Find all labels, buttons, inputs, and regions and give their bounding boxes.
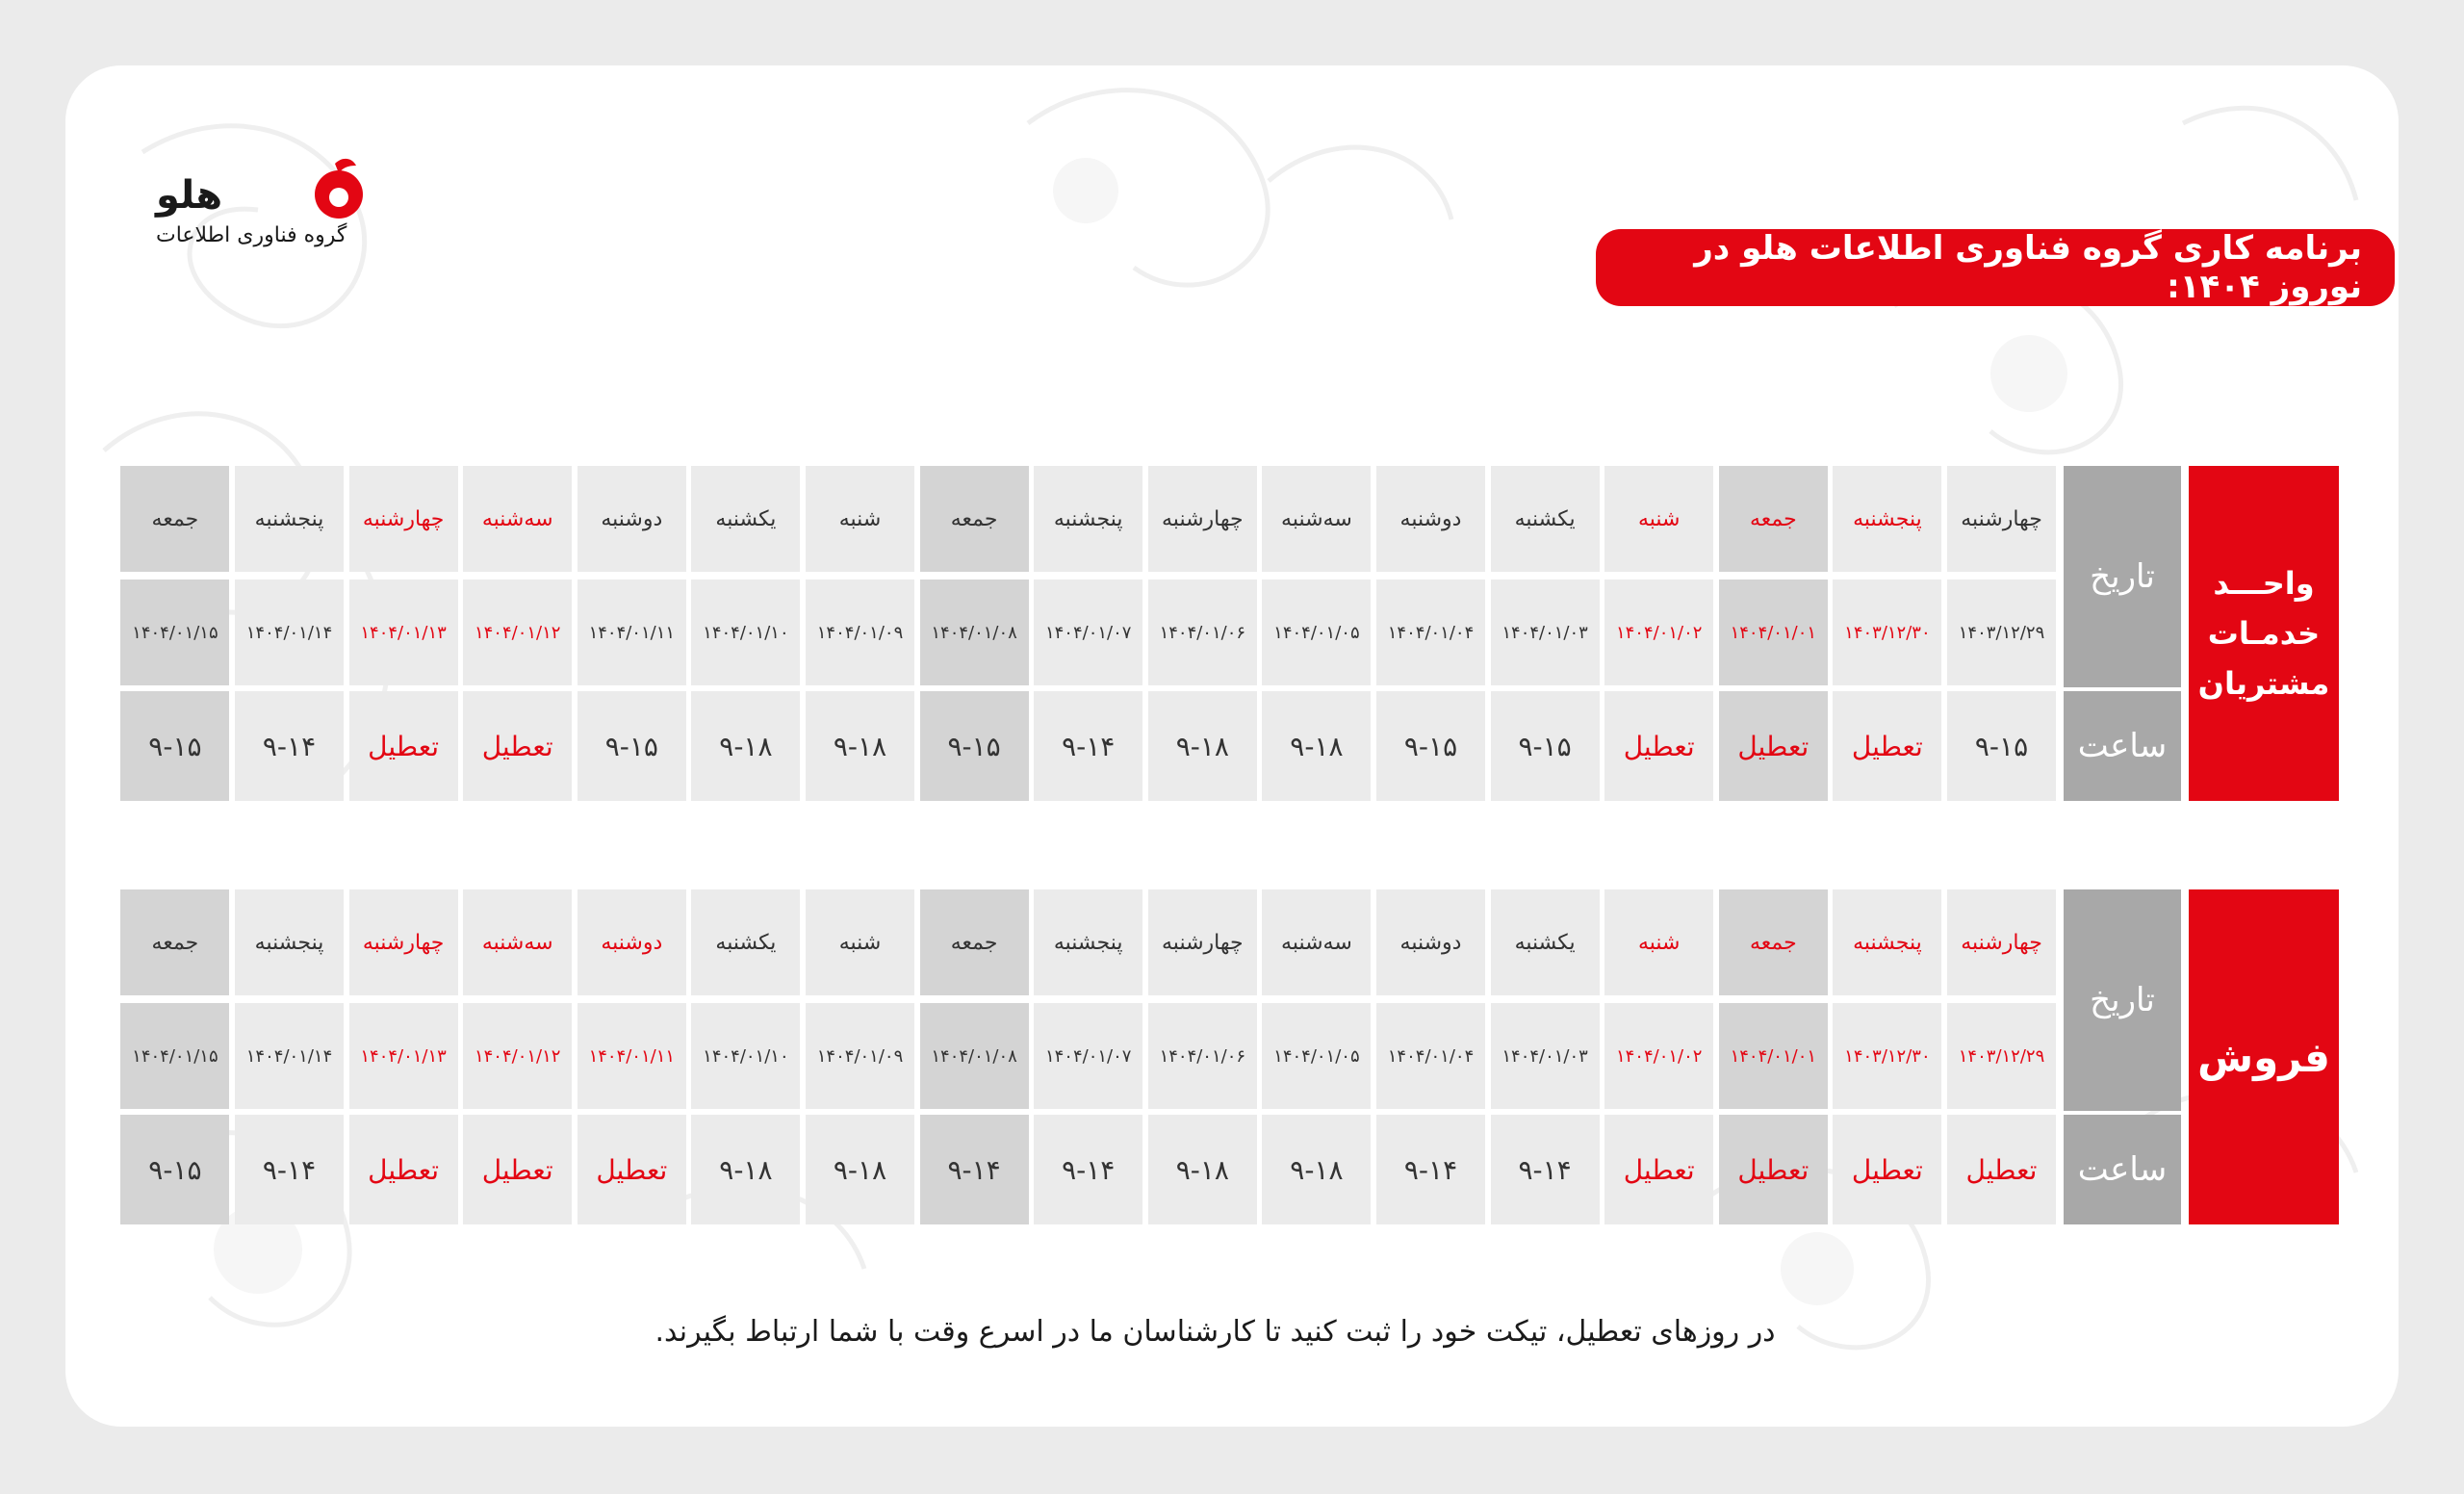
day-name-cell: چهارشنبه: [1148, 889, 1257, 995]
hours-cell: تعطیل: [1833, 1115, 1941, 1224]
page-title-text: برنامه کاری گروه فناوری اطلاعات هلو در نوروز ۱۴۰۴:: [1694, 229, 2362, 306]
block-label-line: واحـــد: [2213, 565, 2315, 602]
hours-row-label: ساعت: [2064, 1115, 2181, 1224]
hours-cell: تعطیل: [1947, 1115, 2056, 1224]
hours-cell: ۹-۱۸: [806, 691, 914, 801]
brand-logo: [154, 154, 375, 260]
hours-cell: تعطیل: [463, 691, 572, 801]
date-cell: ۱۴۰۴/۰۱/۱۲: [463, 580, 572, 685]
date-cell: ۱۴۰۴/۰۱/۰۲: [1604, 1003, 1713, 1109]
date-cell: ۱۴۰۴/۰۱/۰۵: [1262, 580, 1371, 685]
hours-cell: تعطیل: [1719, 1115, 1828, 1224]
hours-cell: ۹-۱۵: [1947, 691, 2056, 801]
date-cell: ۱۴۰۴/۰۱/۰۹: [806, 1003, 914, 1109]
hours-cell: تعطیل: [578, 1115, 686, 1224]
day-name-cell: شنبه: [806, 466, 914, 572]
date-cell: ۱۴۰۴/۰۱/۰۷: [1034, 1003, 1142, 1109]
day-name-cell: جمعه: [120, 889, 229, 995]
date-cell: ۱۴۰۳/۱۲/۳۰: [1833, 580, 1941, 685]
date-cell: ۱۴۰۴/۰۱/۰۵: [1262, 1003, 1371, 1109]
day-name-cell: چهارشنبه: [1947, 466, 2056, 572]
date-cell: ۱۴۰۳/۱۲/۲۹: [1947, 580, 2056, 685]
customer-service-schedule: [132, 466, 2339, 801]
day-name-cell: سه‌شنبه: [463, 889, 572, 995]
hours-cell: ۹-۱۸: [1262, 691, 1371, 801]
date-cell: ۱۴۰۴/۰۱/۱۳: [349, 580, 458, 685]
block-label-line: خدمـات: [2207, 615, 2321, 652]
day-name-cell: دوشنبه: [578, 889, 686, 995]
day-name-cell: پنجشنبه: [1034, 889, 1142, 995]
hours-cell: ۹-۱۵: [120, 691, 229, 801]
date-cell: ۱۴۰۴/۰۱/۰۲: [1604, 580, 1713, 685]
hours-row-label: ساعت: [2064, 691, 2181, 801]
block-label: [2189, 889, 2339, 1224]
hours-cell: ۹-۱۴: [1034, 691, 1142, 801]
date-cell: ۱۴۰۴/۰۱/۱۰: [691, 1003, 800, 1109]
day-name-cell: جمعه: [1719, 889, 1828, 995]
day-name-cell: سه‌شنبه: [463, 466, 572, 572]
hours-cell: ۹-۱۴: [235, 1115, 344, 1224]
hours-cell: ۹-۱۸: [1262, 1115, 1371, 1224]
date-cell: ۱۴۰۴/۰۱/۰۸: [920, 1003, 1029, 1109]
day-name-cell: یکشنبه: [691, 466, 800, 572]
date-cell: ۱۴۰۴/۰۱/۱۳: [349, 1003, 458, 1109]
hours-cell: تعطیل: [349, 691, 458, 801]
block-label-line: فروش: [2197, 1033, 2330, 1081]
date-cell: ۱۴۰۳/۱۲/۲۹: [1947, 1003, 2056, 1109]
hours-cell: ۹-۱۴: [1491, 1115, 1600, 1224]
date-cell: ۱۴۰۳/۱۲/۳۰: [1833, 1003, 1941, 1109]
hours-cell: ۹-۱۴: [920, 1115, 1029, 1224]
date-cell: ۱۴۰۴/۰۱/۰۴: [1376, 580, 1485, 685]
date-cell: ۱۴۰۴/۰۱/۰۴: [1376, 1003, 1485, 1109]
date-cell: ۱۴۰۴/۰۱/۱۰: [691, 580, 800, 685]
day-name-cell: جمعه: [1719, 466, 1828, 572]
hours-cell: تعطیل: [463, 1115, 572, 1224]
day-name-cell: دوشنبه: [1376, 466, 1485, 572]
day-name-cell: جمعه: [920, 466, 1029, 572]
date-cell: ۱۴۰۴/۰۱/۰۶: [1148, 1003, 1257, 1109]
date-cell: ۱۴۰۴/۰۱/۱۵: [120, 580, 229, 685]
hours-cell: ۹-۱۸: [806, 1115, 914, 1224]
date-cell: ۱۴۰۴/۰۱/۰۷: [1034, 580, 1142, 685]
hours-cell: تعطیل: [349, 1115, 458, 1224]
date-cell: ۱۴۰۴/۰۱/۱۵: [120, 1003, 229, 1109]
block-label-line: مشتریان: [2197, 665, 2330, 702]
day-name-cell: پنجشنبه: [1833, 466, 1941, 572]
hours-cell: تعطیل: [1604, 1115, 1713, 1224]
date-row-label: تاریخ: [2064, 889, 2181, 1111]
date-cell: ۱۴۰۴/۰۱/۱۱: [578, 1003, 686, 1109]
day-name-cell: یکشنبه: [1491, 889, 1600, 995]
day-name-cell: چهارشنبه: [1148, 466, 1257, 572]
hours-cell: ۹-۱۸: [691, 691, 800, 801]
date-cell: ۱۴۰۴/۰۱/۰۳: [1491, 580, 1600, 685]
hours-cell: ۹-۱۴: [235, 691, 344, 801]
day-name-cell: یکشنبه: [691, 889, 800, 995]
date-cell: ۱۴۰۴/۰۱/۰۳: [1491, 1003, 1600, 1109]
date-cell: ۱۴۰۴/۰۱/۱۴: [235, 580, 344, 685]
block-label: [2189, 466, 2339, 801]
hours-cell: تعطیل: [1604, 691, 1713, 801]
day-name-cell: پنجشنبه: [235, 466, 344, 572]
hours-cell: ۹-۱۸: [1148, 1115, 1257, 1224]
date-cell: ۱۴۰۴/۰۱/۱۴: [235, 1003, 344, 1109]
hours-cell: ۹-۱۵: [120, 1115, 229, 1224]
sales-schedule: [132, 889, 2339, 1224]
day-name-cell: پنجشنبه: [1833, 889, 1941, 995]
day-name-cell: چهارشنبه: [1947, 889, 2056, 995]
day-name-cell: جمعه: [120, 466, 229, 572]
date-cell: ۱۴۰۴/۰۱/۰۶: [1148, 580, 1257, 685]
date-row-label: تاریخ: [2064, 466, 2181, 687]
hours-cell: ۹-۱۸: [691, 1115, 800, 1224]
logo-wordmark: هلو: [156, 173, 223, 218]
day-name-cell: دوشنبه: [1376, 889, 1485, 995]
date-cell: ۱۴۰۴/۰۱/۰۱: [1719, 580, 1828, 685]
page-title: [1596, 229, 2395, 306]
hours-cell: ۹-۱۵: [1376, 691, 1485, 801]
day-name-cell: سه‌شنبه: [1262, 889, 1371, 995]
day-name-cell: شنبه: [806, 889, 914, 995]
day-name-cell: چهارشنبه: [349, 466, 458, 572]
hours-cell: ۹-۱۴: [1376, 1115, 1485, 1224]
date-cell: ۱۴۰۴/۰۱/۰۹: [806, 580, 914, 685]
day-name-cell: شنبه: [1604, 466, 1713, 572]
hours-cell: ۹-۱۵: [578, 691, 686, 801]
footer-note: در روزهای تعطیل، تیکت خود را ثبت کنید تا کارشناسان ما در اسرع وقت با شما ارتباط بگیرند.: [654, 1315, 1776, 1349]
day-name-cell: چهارشنبه: [349, 889, 458, 995]
day-name-cell: جمعه: [920, 889, 1029, 995]
day-name-cell: یکشنبه: [1491, 466, 1600, 572]
date-cell: ۱۴۰۴/۰۱/۰۱: [1719, 1003, 1828, 1109]
date-cell: ۱۴۰۴/۰۱/۰۸: [920, 580, 1029, 685]
hours-cell: ۹-۱۵: [920, 691, 1029, 801]
date-cell: ۱۴۰۴/۰۱/۱۱: [578, 580, 686, 685]
day-name-cell: سه‌شنبه: [1262, 466, 1371, 572]
hours-cell: تعطیل: [1833, 691, 1941, 801]
day-name-cell: دوشنبه: [578, 466, 686, 572]
hours-cell: ۹-۱۴: [1034, 1115, 1142, 1224]
day-name-cell: پنجشنبه: [1034, 466, 1142, 572]
date-cell: ۱۴۰۴/۰۱/۱۲: [463, 1003, 572, 1109]
hours-cell: ۹-۱۸: [1148, 691, 1257, 801]
day-name-cell: شنبه: [1604, 889, 1713, 995]
logo-subtitle: گروه فناوری اطلاعات: [156, 223, 347, 247]
hours-cell: تعطیل: [1719, 691, 1828, 801]
day-name-cell: پنجشنبه: [235, 889, 344, 995]
hours-cell: ۹-۱۵: [1491, 691, 1600, 801]
